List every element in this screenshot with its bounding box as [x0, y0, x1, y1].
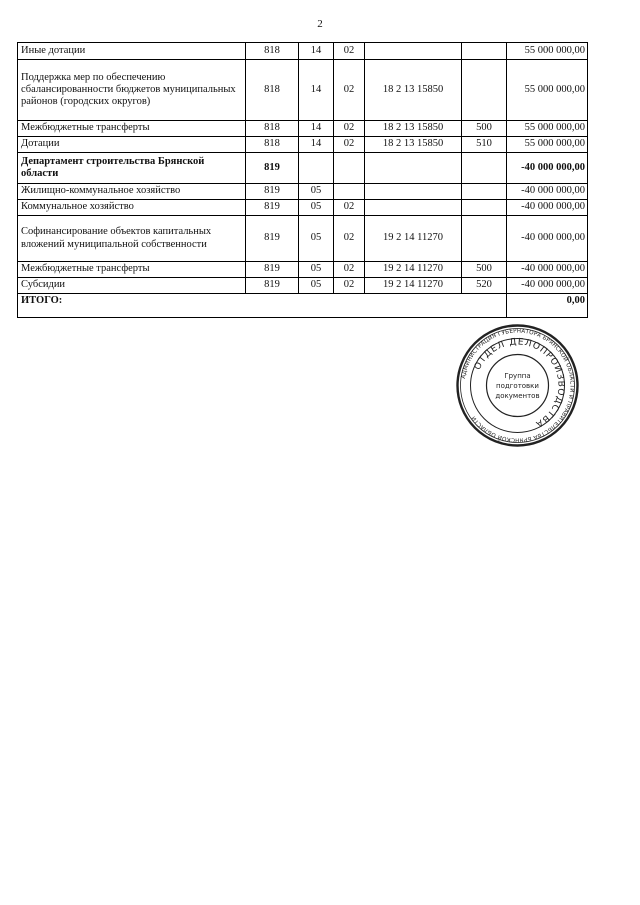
table-row	[18, 184, 588, 200]
row-amount: 55 000 000,00	[507, 60, 588, 121]
row-admin-code: 819	[246, 184, 299, 200]
row-name: Субсидии	[18, 278, 246, 294]
row-admin-code: 818	[246, 43, 299, 60]
row-section: 05	[299, 278, 334, 294]
stamp-outer-text: АДМИНИСТРАЦИЯ ГУБЕРНАТОРА БРЯНСКОЙ ОБЛАСТИ И ПРАВИТЕЛЬСТВА БРЯНСКОЙ ОБЛАСТИ	[460, 328, 575, 443]
row-name: Софинансирование объектов капитальных вложений муниципальной собственности	[18, 216, 246, 262]
row-admin-code: 819	[246, 278, 299, 294]
table-row	[18, 137, 588, 153]
table-row	[18, 216, 588, 262]
stamp-center-line-1: Группа	[504, 372, 531, 380]
row-target-article	[365, 43, 462, 60]
row-amount: -40 000 000,00	[507, 262, 588, 278]
table-row	[18, 200, 588, 216]
row-section: 14	[299, 43, 334, 60]
row-target-article	[365, 153, 462, 184]
row-subsection: 02	[334, 200, 365, 216]
row-admin-code: 819	[246, 153, 299, 184]
row-name: Дотации	[18, 137, 246, 153]
row-amount: -40 000 000,00	[507, 184, 588, 200]
row-amount: 55 000 000,00	[507, 137, 588, 153]
row-name: Поддержка мер по обеспечению сбалансированности бюджетов муниципальных районов (городских округов)	[18, 60, 246, 121]
table-row	[18, 60, 588, 121]
row-admin-code: 818	[246, 121, 299, 137]
row-subsection: 02	[334, 121, 365, 137]
row-amount: 55 000 000,00	[507, 121, 588, 137]
row-expense-type	[462, 216, 507, 262]
row-expense-type	[462, 60, 507, 121]
row-section: 14	[299, 137, 334, 153]
table-row	[18, 278, 588, 294]
table-row	[18, 43, 588, 60]
row-subsection: 02	[334, 43, 365, 60]
table-row	[18, 262, 588, 278]
budget-table	[17, 42, 588, 318]
row-admin-code: 819	[246, 200, 299, 216]
row-subsection: 02	[334, 137, 365, 153]
row-expense-type: 520	[462, 278, 507, 294]
row-target-article: 18 2 13 15850	[365, 121, 462, 137]
stamp-middle-text: ОТДЕЛ ДЕЛОПРОИЗВОДСТВА	[472, 337, 566, 429]
row-admin-code: 819	[246, 216, 299, 262]
row-section: 14	[299, 60, 334, 121]
row-name: Жилищно-коммунальное хозяйство	[18, 184, 246, 200]
page-number: 2	[317, 18, 323, 30]
document-stamp	[455, 323, 580, 448]
row-target-article: 18 2 13 15850	[365, 137, 462, 153]
row-expense-type: 510	[462, 137, 507, 153]
row-subsection	[334, 184, 365, 200]
total-row	[18, 294, 588, 318]
table-row	[18, 153, 588, 184]
row-name: Иные дотации	[18, 43, 246, 60]
row-amount: -40 000 000,00	[507, 200, 588, 216]
total-label: ИТОГО:	[18, 294, 507, 318]
row-amount: -40 000 000,00	[507, 153, 588, 184]
row-subsection: 02	[334, 216, 365, 262]
row-subsection: 02	[334, 278, 365, 294]
row-target-article: 18 2 13 15850	[365, 60, 462, 121]
row-section: 05	[299, 184, 334, 200]
row-admin-code: 818	[246, 60, 299, 121]
row-expense-type	[462, 43, 507, 60]
row-name: Межбюджетные трансферты	[18, 121, 246, 137]
row-section: 05	[299, 262, 334, 278]
total-amount: 0,00	[507, 294, 588, 318]
row-expense-type: 500	[462, 121, 507, 137]
row-target-article: 19 2 14 11270	[365, 216, 462, 262]
row-expense-type	[462, 153, 507, 184]
row-expense-type	[462, 184, 507, 200]
row-admin-code: 819	[246, 262, 299, 278]
row-section: 14	[299, 121, 334, 137]
row-name: Межбюджетные трансферты	[18, 262, 246, 278]
table-row	[18, 121, 588, 137]
row-subsection: 02	[334, 262, 365, 278]
row-section: 05	[299, 200, 334, 216]
row-admin-code: 818	[246, 137, 299, 153]
row-amount: -40 000 000,00	[507, 278, 588, 294]
row-target-article: 19 2 14 11270	[365, 262, 462, 278]
row-subsection: 02	[334, 60, 365, 121]
row-subsection	[334, 153, 365, 184]
row-name: Коммунальное хозяйство	[18, 200, 246, 216]
row-section	[299, 153, 334, 184]
row-target-article	[365, 200, 462, 216]
row-target-article: 19 2 14 11270	[365, 278, 462, 294]
row-amount: 55 000 000,00	[507, 43, 588, 60]
row-section: 05	[299, 216, 334, 262]
row-expense-type	[462, 200, 507, 216]
row-expense-type: 500	[462, 262, 507, 278]
row-name: Департамент строительства Брянской области	[18, 153, 246, 184]
stamp-center-line-3: документов	[495, 392, 540, 400]
row-target-article	[365, 184, 462, 200]
stamp-center-line-2: подготовки	[496, 382, 539, 390]
row-amount: -40 000 000,00	[507, 216, 588, 262]
